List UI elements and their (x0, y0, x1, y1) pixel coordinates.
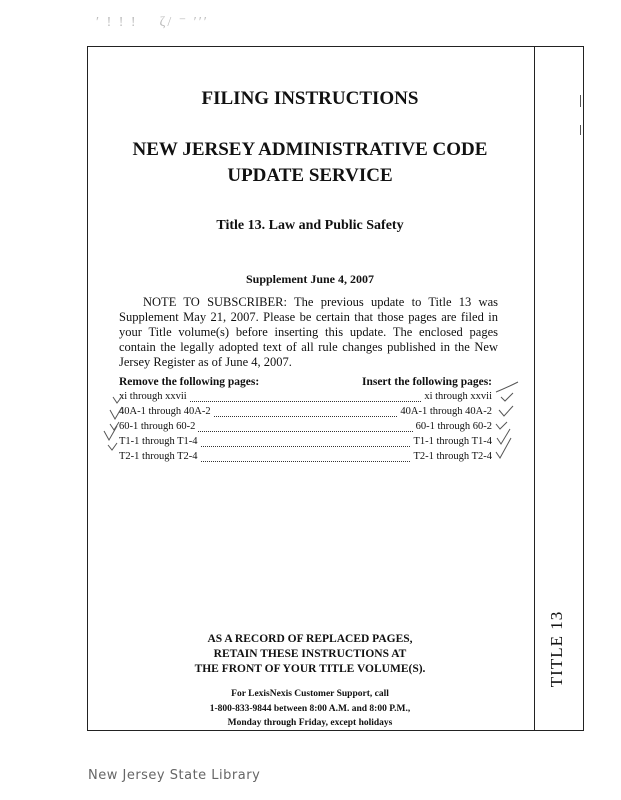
leader-dots (198, 422, 412, 432)
remove-pages: T2-1 through T2-4 (119, 451, 198, 462)
remove-pages: 40A-1 through 40A-2 (119, 406, 211, 417)
table-row (119, 389, 492, 404)
insert-pages: 60-1 through 60-2 (415, 421, 492, 432)
insert-pages: T1-1 through T1-4 (413, 436, 492, 447)
remove-pages: 60-1 through 60-2 (119, 421, 196, 432)
record-notice (87, 632, 533, 677)
insert-pages: T2-1 through T2-4 (413, 451, 492, 462)
spine-tick-mark (580, 125, 581, 135)
table-row (119, 419, 492, 434)
insert-header: Insert the following pages: (361, 376, 492, 388)
code-heading-line1: NEW JERSEY ADMINISTRATIVE CODE (132, 139, 488, 160)
record-notice-line1: AS A RECORD OF REPLACED PAGES, (207, 633, 413, 645)
leader-dots (201, 452, 411, 462)
subscriber-note: NOTE TO SUBSCRIBER: The previous update to Title 13 was Supplement May 21, 2007. Please be certain that those pages are filed in your Title volume(s) before inserting this update. The enclosed pages contain the legally adopted text of all rule changes published in the New Jersey Register as of June 4, 2007. (119, 295, 498, 369)
supplement-date: Supplement June 4, 2007 (245, 272, 375, 286)
page-title: FILING INSTRUCTIONS (201, 88, 419, 109)
support-line1: For LexisNexis Customer Support, call (231, 689, 389, 699)
record-notice-line3: THE FRONT OF YOUR TITLE VOLUME(S). (194, 663, 426, 675)
leader-dots (214, 407, 398, 417)
table-row (119, 434, 492, 449)
scan-artifact-mark: ′ ! ! ! ζ/ ⁻ ′′′ (96, 15, 209, 30)
spine-tick-mark (580, 95, 581, 107)
table-row (119, 404, 492, 419)
remove-pages: T1-1 through T1-4 (119, 436, 198, 447)
title-subject: Title 13. Law and Public Safety (216, 218, 404, 233)
pages-table (119, 376, 492, 464)
record-notice-line2: RETAIN THESE INSTRUCTIONS AT (213, 648, 407, 660)
leader-dots (190, 392, 422, 402)
customer-support (87, 687, 533, 731)
insert-pages: xi through xxvii (424, 391, 492, 402)
table-row (119, 449, 492, 464)
insert-pages: 40A-1 through 40A-2 (400, 406, 492, 417)
library-stamp: New Jersey State Library (88, 768, 261, 783)
support-line2: 1-800-833-9844 between 8:00 A.M. and 8:00 P.M., (209, 703, 411, 714)
pages-table-header (119, 376, 492, 388)
remove-pages: xi through xxvii (119, 391, 187, 402)
support-line3: Monday through Friday, except holidays (227, 718, 393, 728)
code-heading (87, 137, 533, 189)
spine-label: TITLE 13 (547, 610, 567, 687)
code-heading-line2: UPDATE SERVICE (227, 165, 393, 186)
remove-header: Remove the following pages: (119, 376, 260, 388)
leader-dots (201, 437, 411, 447)
